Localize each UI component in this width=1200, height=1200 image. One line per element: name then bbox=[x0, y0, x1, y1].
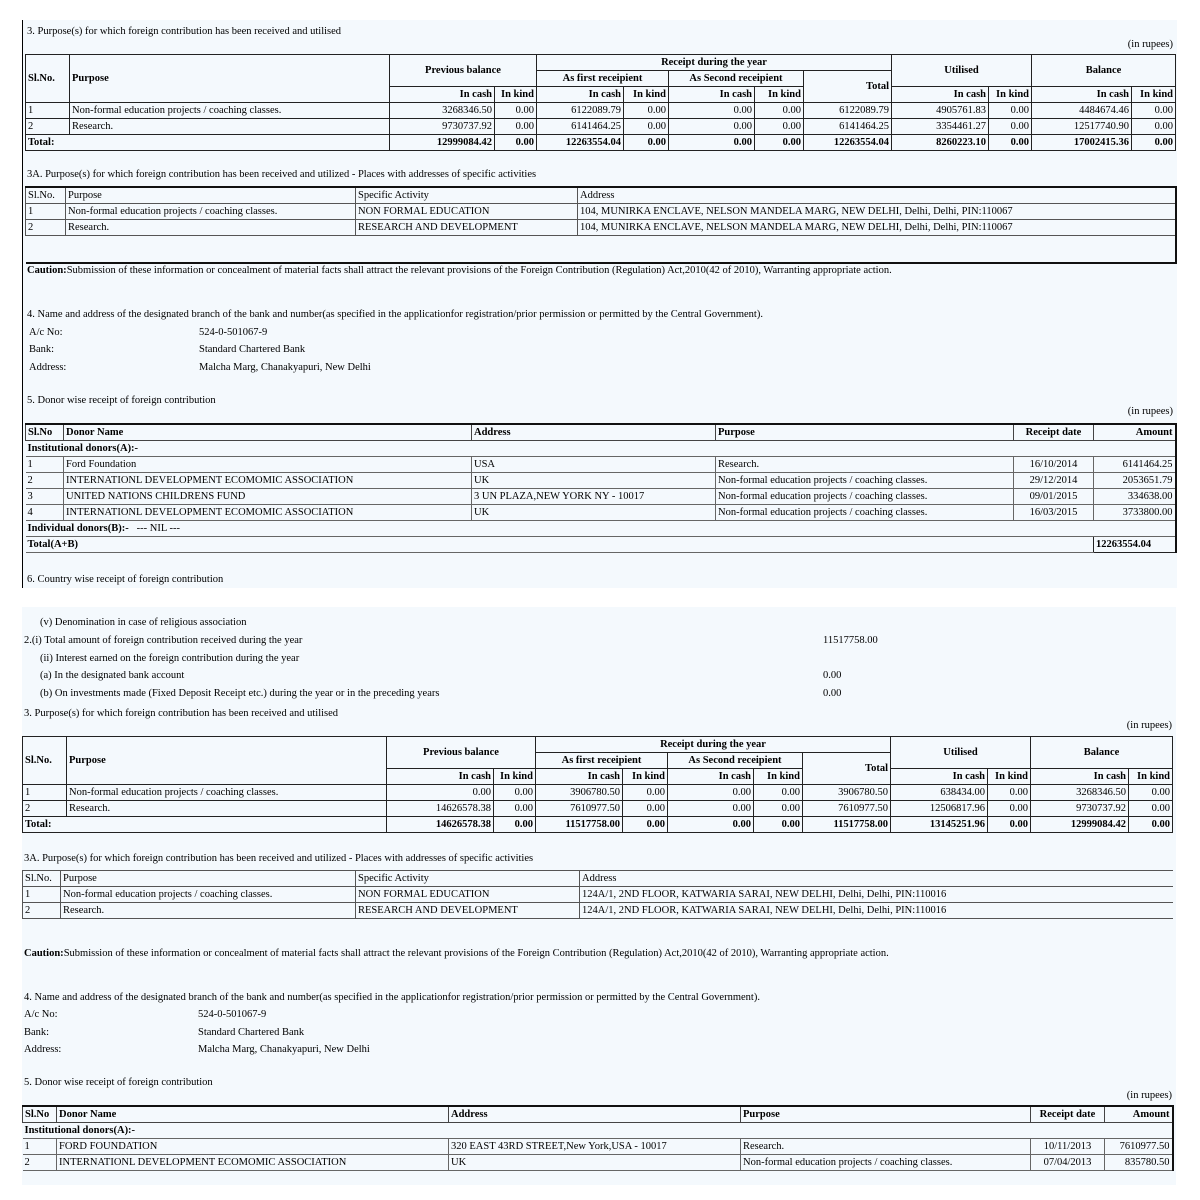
row-util-kind: 0.00 bbox=[989, 119, 1032, 135]
row-prev-cash: 14626578.38 bbox=[387, 801, 494, 817]
row-first-cash: 6122089.79 bbox=[537, 103, 624, 119]
total-total: 11517758.00 bbox=[803, 817, 891, 833]
bank-address-value: Malcha Marg, Chanakyapuri, New Delhi bbox=[198, 1044, 370, 1055]
ac-no-label: A/c No: bbox=[24, 1009, 58, 1020]
donor-slno: 3 bbox=[26, 489, 64, 505]
donor-purpose: Non-formal education projects / coaching classes. bbox=[741, 1155, 1031, 1171]
act-col-activity: Specific Activity bbox=[356, 187, 578, 204]
bal-in-kind: In kind bbox=[1132, 87, 1176, 103]
donor-address: 320 EAST 43RD STREET,New York,USA - 10017 bbox=[449, 1139, 741, 1155]
row-first-cash: 3906780.50 bbox=[536, 785, 623, 801]
row-second-cash: 0.00 bbox=[668, 801, 754, 817]
second-in-kind: In kind bbox=[754, 769, 803, 785]
row-bal-cash: 12517740.90 bbox=[1032, 119, 1132, 135]
institutional-donors-label: Institutional donors(A):- bbox=[26, 441, 1176, 457]
row-total: 7610977.50 bbox=[803, 801, 891, 817]
bank-address-label: Address: bbox=[24, 1044, 62, 1055]
row-purpose: Non-formal education projects / coaching classes. bbox=[67, 785, 387, 801]
report-panel-2014-15 bbox=[22, 20, 1177, 588]
table-row bbox=[23, 887, 1173, 903]
table-row bbox=[23, 903, 1173, 919]
act-activity: NON FORMAL EDUCATION bbox=[356, 204, 578, 220]
util-in-cash: In cash bbox=[892, 87, 989, 103]
ac-no-value: 524-0-501067-9 bbox=[199, 327, 268, 338]
donor-amount: 334638.00 bbox=[1094, 489, 1176, 505]
caution-text: Submission of these information or concealment of material facts shall attract the relevant provisions of the Foreign Contribution (Regulation) Act,2010(42 of 2010), Warranting appropriate action. bbox=[63, 948, 889, 959]
first-in-kind: In kind bbox=[623, 769, 668, 785]
table-row bbox=[26, 220, 1176, 236]
activities-table bbox=[25, 186, 1177, 264]
institutional-donors-label: Institutional donors(A):- bbox=[23, 1123, 1173, 1139]
col-first: As first receipient bbox=[537, 71, 669, 87]
donor-name: INTERNATIONL DEVELOPMENT ECOMOMIC ASSOCIATION bbox=[64, 505, 472, 521]
first-in-cash: In cash bbox=[537, 87, 624, 103]
report-panel-2013-14 bbox=[22, 607, 1176, 1185]
table-row bbox=[23, 785, 1173, 801]
bal-in-cash: In cash bbox=[1032, 87, 1132, 103]
second-in-cash: In cash bbox=[668, 769, 754, 785]
section-6-title: 6. Country wise receipt of foreign contribution bbox=[27, 574, 224, 585]
donor-col-slno: Sl.No bbox=[23, 1106, 57, 1123]
section-5-title: 5. Donor wise receipt of foreign contribution bbox=[24, 1077, 213, 1088]
col-prev-balance: Previous balance bbox=[387, 737, 536, 769]
act-activity: RESEARCH AND DEVELOPMENT bbox=[356, 903, 580, 919]
util-in-kind: In kind bbox=[989, 87, 1032, 103]
second-in-cash: In cash bbox=[669, 87, 755, 103]
donor-col-amount: Amount bbox=[1105, 1106, 1173, 1123]
individual-donors-row bbox=[26, 521, 1176, 537]
total-second-kind: 0.00 bbox=[754, 817, 803, 833]
donor-col-address: Address bbox=[472, 424, 716, 441]
donor-col-purpose: Purpose bbox=[741, 1106, 1031, 1123]
row-bal-cash: 9730737.92 bbox=[1031, 801, 1129, 817]
donor-table bbox=[25, 423, 1177, 553]
prev-in-cash: In cash bbox=[390, 87, 495, 103]
donor-amount: 3733800.00 bbox=[1094, 505, 1176, 521]
first-in-cash: In cash bbox=[536, 769, 623, 785]
act-col-address: Address bbox=[580, 871, 1173, 887]
row-bal-kind: 0.00 bbox=[1132, 119, 1176, 135]
section-3a-title: 3A. Purpose(s) for which foreign contribution has been received and utilized - Places with addresses of specific activities bbox=[27, 169, 537, 180]
donor-address: UK bbox=[472, 473, 716, 489]
total-received-label: 2.(i) Total amount of foreign contribution received during the year bbox=[24, 635, 303, 646]
row-purpose: Research. bbox=[70, 119, 390, 135]
total-bal-cash: 17002415.36 bbox=[1032, 135, 1132, 151]
util-in-kind: In kind bbox=[988, 769, 1031, 785]
row-util-kind: 0.00 bbox=[989, 103, 1032, 119]
donor-address: USA bbox=[472, 457, 716, 473]
row-util-cash: 638434.00 bbox=[891, 785, 988, 801]
donor-amount: 835780.50 bbox=[1105, 1155, 1173, 1171]
row-second-cash: 0.00 bbox=[669, 119, 755, 135]
row-first-cash: 6141464.25 bbox=[537, 119, 624, 135]
col-slno: Sl.No. bbox=[26, 55, 70, 103]
col-balance: Balance bbox=[1032, 55, 1176, 87]
donor-address: UK bbox=[472, 505, 716, 521]
donor-date: 10/11/2013 bbox=[1031, 1139, 1105, 1155]
table-row bbox=[26, 204, 1176, 220]
act-col-slno: Sl.No. bbox=[26, 187, 66, 204]
total-util-kind: 0.00 bbox=[988, 817, 1031, 833]
row-prev-kind: 0.00 bbox=[494, 801, 536, 817]
col-second: As Second receipient bbox=[669, 71, 804, 87]
col-receipt: Receipt during the year bbox=[536, 737, 891, 753]
col-purpose: Purpose bbox=[70, 55, 390, 103]
caution-note bbox=[24, 948, 889, 959]
donor-name: INTERNATIONL DEVELOPMENT ECOMOMIC ASSOCIATION bbox=[57, 1155, 449, 1171]
ac-no-label: A/c No: bbox=[29, 327, 63, 338]
total-bal-cash: 12999084.42 bbox=[1031, 817, 1129, 833]
total-bal-kind: 0.00 bbox=[1129, 817, 1173, 833]
row-slno: 2 bbox=[23, 801, 67, 817]
ac-no-value: 524-0-501067-9 bbox=[198, 1009, 267, 1020]
row-slno: 1 bbox=[23, 785, 67, 801]
donor-col-address: Address bbox=[449, 1106, 741, 1123]
row-second-cash: 0.00 bbox=[668, 785, 754, 801]
bank-label: Bank: bbox=[24, 1027, 50, 1038]
total-prev-cash: 12999084.42 bbox=[390, 135, 495, 151]
donor-col-date: Receipt date bbox=[1031, 1106, 1105, 1123]
row-purpose: Non-formal education projects / coaching classes. bbox=[70, 103, 390, 119]
total-second-kind: 0.00 bbox=[755, 135, 804, 151]
table-row bbox=[23, 1139, 1173, 1155]
prev-in-kind: In kind bbox=[494, 769, 536, 785]
col-slno: Sl.No. bbox=[23, 737, 67, 785]
act-slno: 2 bbox=[26, 220, 66, 236]
donor-date: 09/01/2015 bbox=[1014, 489, 1094, 505]
total-received-value: 11517758.00 bbox=[823, 635, 878, 646]
donor-amount: 2053651.79 bbox=[1094, 473, 1176, 489]
row-bal-kind: 0.00 bbox=[1129, 785, 1173, 801]
row-util-kind: 0.00 bbox=[988, 801, 1031, 817]
table-row bbox=[26, 103, 1176, 119]
purpose-table bbox=[25, 54, 1176, 151]
caution-label: Caution: bbox=[27, 265, 67, 276]
row-bal-kind: 0.00 bbox=[1129, 801, 1173, 817]
total-label: Total: bbox=[26, 135, 390, 151]
total-prev-cash: 14626578.38 bbox=[387, 817, 494, 833]
donor-col-name: Donor Name bbox=[57, 1106, 449, 1123]
act-activity: NON FORMAL EDUCATION bbox=[356, 887, 580, 903]
caution-text: Submission of these information or concealment of material facts shall attract the relevant provisions of the Foreign Contribution (Regulation) Act,2010(42 of 2010), Warranting appropriate action. bbox=[66, 265, 892, 276]
donor-date: 29/12/2014 bbox=[1014, 473, 1094, 489]
section-3-title: 3. Purpose(s) for which foreign contribution has been received and utilised bbox=[27, 26, 342, 37]
first-in-kind: In kind bbox=[624, 87, 669, 103]
donor-purpose: Non-formal education projects / coaching classes. bbox=[716, 505, 1014, 521]
col-total: Total bbox=[803, 753, 891, 785]
act-slno: 1 bbox=[23, 887, 61, 903]
donor-col-name: Donor Name bbox=[64, 424, 472, 441]
total-util-cash: 13145251.96 bbox=[891, 817, 988, 833]
donor-date: 16/03/2015 bbox=[1014, 505, 1094, 521]
row-total: 3906780.50 bbox=[803, 785, 891, 801]
row-second-cash: 0.00 bbox=[669, 103, 755, 119]
donor-purpose: Non-formal education projects / coaching classes. bbox=[716, 489, 1014, 505]
total-first-cash: 11517758.00 bbox=[536, 817, 623, 833]
grand-total-label: Total(A+B) bbox=[26, 537, 1094, 553]
total-row bbox=[26, 135, 1176, 151]
bank-address-label: Address: bbox=[29, 362, 67, 373]
row-bal-kind: 0.00 bbox=[1132, 103, 1176, 119]
row-bal-cash: 3268346.50 bbox=[1031, 785, 1129, 801]
donor-name: Ford Foundation bbox=[64, 457, 472, 473]
row-prev-kind: 0.00 bbox=[495, 119, 537, 135]
act-address: 124A/1, 2ND FLOOR, KATWARIA SARAI, NEW DELHI, Delhi, Delhi, PIN:110016 bbox=[580, 887, 1173, 903]
table-row bbox=[23, 1155, 1173, 1171]
activities-spacer bbox=[26, 236, 1176, 264]
activities-table bbox=[22, 870, 1173, 919]
row-second-kind: 0.00 bbox=[755, 119, 804, 135]
col-receipt: Receipt during the year bbox=[537, 55, 892, 71]
total-prev-kind: 0.00 bbox=[495, 135, 537, 151]
section-3-title: 3. Purpose(s) for which foreign contribution has been received and utilised bbox=[24, 708, 339, 719]
total-bal-kind: 0.00 bbox=[1132, 135, 1176, 151]
interest-bank-value: 0.00 bbox=[823, 670, 842, 681]
row-bal-cash: 4484674.46 bbox=[1032, 103, 1132, 119]
in-rupees-label: (in rupees) bbox=[1127, 39, 1173, 50]
prev-in-kind: In kind bbox=[495, 87, 537, 103]
act-address: 104, MUNIRKA ENCLAVE, NELSON MANDELA MARG, NEW DELHI, Delhi, Delhi, PIN:110067 bbox=[578, 220, 1176, 236]
bank-value: Standard Chartered Bank bbox=[199, 344, 306, 355]
denomination-line: (v) Denomination in case of religious association bbox=[40, 617, 247, 628]
bank-label: Bank: bbox=[29, 344, 55, 355]
interest-bank-label: (a) In the designated bank account bbox=[40, 670, 185, 681]
table-row bbox=[26, 489, 1176, 505]
donor-purpose: Research. bbox=[716, 457, 1014, 473]
total-first-cash: 12263554.04 bbox=[537, 135, 624, 151]
donor-slno: 2 bbox=[26, 473, 64, 489]
total-prev-kind: 0.00 bbox=[494, 817, 536, 833]
row-total: 6122089.79 bbox=[804, 103, 892, 119]
row-first-cash: 7610977.50 bbox=[536, 801, 623, 817]
act-purpose: Non-formal education projects / coaching classes. bbox=[66, 204, 356, 220]
col-second: As Second receipient bbox=[668, 753, 803, 769]
total-util-cash: 8260223.10 bbox=[892, 135, 989, 151]
row-total: 6141464.25 bbox=[804, 119, 892, 135]
act-address: 124A/1, 2ND FLOOR, KATWARIA SARAI, NEW DELHI, Delhi, Delhi, PIN:110016 bbox=[580, 903, 1173, 919]
donor-name: INTERNATIONL DEVELOPMENT ECOMOMIC ASSOCIATION bbox=[64, 473, 472, 489]
bal-in-cash: In cash bbox=[1031, 769, 1129, 785]
total-row bbox=[23, 817, 1173, 833]
donor-slno: 4 bbox=[26, 505, 64, 521]
total-second-cash: 0.00 bbox=[668, 817, 754, 833]
act-col-activity: Specific Activity bbox=[356, 871, 580, 887]
table-row bbox=[26, 457, 1176, 473]
donor-address: 3 UN PLAZA,NEW YORK NY - 10017 bbox=[472, 489, 716, 505]
row-util-kind: 0.00 bbox=[988, 785, 1031, 801]
donor-amount: 6141464.25 bbox=[1094, 457, 1176, 473]
row-second-kind: 0.00 bbox=[754, 801, 803, 817]
donor-name: FORD FOUNDATION bbox=[57, 1139, 449, 1155]
donor-slno: 2 bbox=[23, 1155, 57, 1171]
donor-name: UNITED NATIONS CHILDRENS FUND bbox=[64, 489, 472, 505]
act-col-slno: Sl.No. bbox=[23, 871, 61, 887]
donor-col-amount: Amount bbox=[1094, 424, 1176, 441]
row-util-cash: 4905761.83 bbox=[892, 103, 989, 119]
donor-col-slno: Sl.No bbox=[26, 424, 64, 441]
in-rupees-label: (in rupees) bbox=[1127, 406, 1173, 417]
table-row bbox=[26, 473, 1176, 489]
row-first-kind: 0.00 bbox=[624, 103, 669, 119]
col-utilised: Utilised bbox=[891, 737, 1031, 769]
bank-address-value: Malcha Marg, Chanakyapuri, New Delhi bbox=[199, 362, 371, 373]
donor-purpose: Non-formal education projects / coaching classes. bbox=[716, 473, 1014, 489]
individual-donors-label: Individual donors(B):- bbox=[27, 522, 129, 534]
section-3a-title: 3A. Purpose(s) for which foreign contribution has been received and utilized - Places with addresses of specific activities bbox=[24, 853, 534, 864]
second-in-kind: In kind bbox=[755, 87, 804, 103]
in-rupees-label: (in rupees) bbox=[1126, 720, 1172, 731]
total-util-kind: 0.00 bbox=[989, 135, 1032, 151]
act-col-purpose: Purpose bbox=[66, 187, 356, 204]
act-col-purpose: Purpose bbox=[61, 871, 356, 887]
row-second-kind: 0.00 bbox=[755, 103, 804, 119]
col-purpose: Purpose bbox=[67, 737, 387, 785]
interest-investments-value: 0.00 bbox=[823, 688, 842, 699]
caution-note bbox=[27, 265, 892, 276]
row-util-cash: 12506817.96 bbox=[891, 801, 988, 817]
donor-purpose: Research. bbox=[741, 1139, 1031, 1155]
section-5-title: 5. Donor wise receipt of foreign contribution bbox=[27, 395, 216, 406]
grand-total-value: 12263554.04 bbox=[1094, 537, 1176, 553]
row-prev-cash: 0.00 bbox=[387, 785, 494, 801]
row-prev-cash: 3268346.50 bbox=[390, 103, 495, 119]
donor-address: UK bbox=[449, 1155, 741, 1171]
individual-donors-value: --- NIL --- bbox=[136, 522, 180, 534]
row-prev-kind: 0.00 bbox=[495, 103, 537, 119]
donor-table bbox=[22, 1105, 1174, 1171]
donor-col-purpose: Purpose bbox=[716, 424, 1014, 441]
act-col-address: Address bbox=[578, 187, 1176, 204]
purpose-table bbox=[22, 736, 1173, 833]
row-slno: 2 bbox=[26, 119, 70, 135]
total-second-cash: 0.00 bbox=[669, 135, 755, 151]
table-row bbox=[26, 505, 1176, 521]
donor-slno: 1 bbox=[23, 1139, 57, 1155]
act-address: 104, MUNIRKA ENCLAVE, NELSON MANDELA MARG, NEW DELHI, Delhi, Delhi, PIN:110067 bbox=[578, 204, 1176, 220]
act-slno: 1 bbox=[26, 204, 66, 220]
col-utilised: Utilised bbox=[892, 55, 1032, 87]
act-purpose: Research. bbox=[66, 220, 356, 236]
row-util-cash: 3354461.27 bbox=[892, 119, 989, 135]
section-4-title: 4. Name and address of the designated branch of the bank and number(as specified in the applicationfor registration/prior permission or permitted by the Central Government). bbox=[24, 992, 760, 1003]
total-total: 12263554.04 bbox=[804, 135, 892, 151]
act-slno: 2 bbox=[23, 903, 61, 919]
row-purpose: Research. bbox=[67, 801, 387, 817]
row-first-kind: 0.00 bbox=[623, 785, 668, 801]
donor-date: 07/04/2013 bbox=[1031, 1155, 1105, 1171]
in-rupees-label: (in rupees) bbox=[1126, 1090, 1172, 1101]
donor-date: 16/10/2014 bbox=[1014, 457, 1094, 473]
col-first: As first receipient bbox=[536, 753, 668, 769]
col-prev-balance: Previous balance bbox=[390, 55, 537, 87]
row-second-kind: 0.00 bbox=[754, 785, 803, 801]
interest-investments-label: (b) On investments made (Fixed Deposit Receipt etc.) during the year or in the preceding years bbox=[40, 688, 440, 699]
row-prev-cash: 9730737.92 bbox=[390, 119, 495, 135]
table-row bbox=[23, 801, 1173, 817]
donor-col-date: Receipt date bbox=[1014, 424, 1094, 441]
act-purpose: Non-formal education projects / coaching classes. bbox=[61, 887, 356, 903]
interest-line: (ii) Interest earned on the foreign contribution during the year bbox=[40, 653, 300, 664]
section-4-title: 4. Name and address of the designated branch of the bank and number(as specified in the applicationfor registration/prior permission or permitted by the Central Government). bbox=[27, 309, 763, 320]
donor-amount: 7610977.50 bbox=[1105, 1139, 1173, 1155]
util-in-cash: In cash bbox=[891, 769, 988, 785]
total-label: Total: bbox=[23, 817, 387, 833]
screenshot-divider bbox=[0, 588, 1200, 607]
prev-in-cash: In cash bbox=[387, 769, 494, 785]
caution-label: Caution: bbox=[24, 948, 64, 959]
col-balance: Balance bbox=[1031, 737, 1173, 769]
donor-slno: 1 bbox=[26, 457, 64, 473]
row-first-kind: 0.00 bbox=[624, 119, 669, 135]
bank-value: Standard Chartered Bank bbox=[198, 1027, 305, 1038]
table-row bbox=[26, 119, 1176, 135]
total-first-kind: 0.00 bbox=[624, 135, 669, 151]
act-purpose: Research. bbox=[61, 903, 356, 919]
bal-in-kind: In kind bbox=[1129, 769, 1173, 785]
act-activity: RESEARCH AND DEVELOPMENT bbox=[356, 220, 578, 236]
row-slno: 1 bbox=[26, 103, 70, 119]
row-first-kind: 0.00 bbox=[623, 801, 668, 817]
col-total: Total bbox=[804, 71, 892, 103]
row-prev-kind: 0.00 bbox=[494, 785, 536, 801]
total-first-kind: 0.00 bbox=[623, 817, 668, 833]
